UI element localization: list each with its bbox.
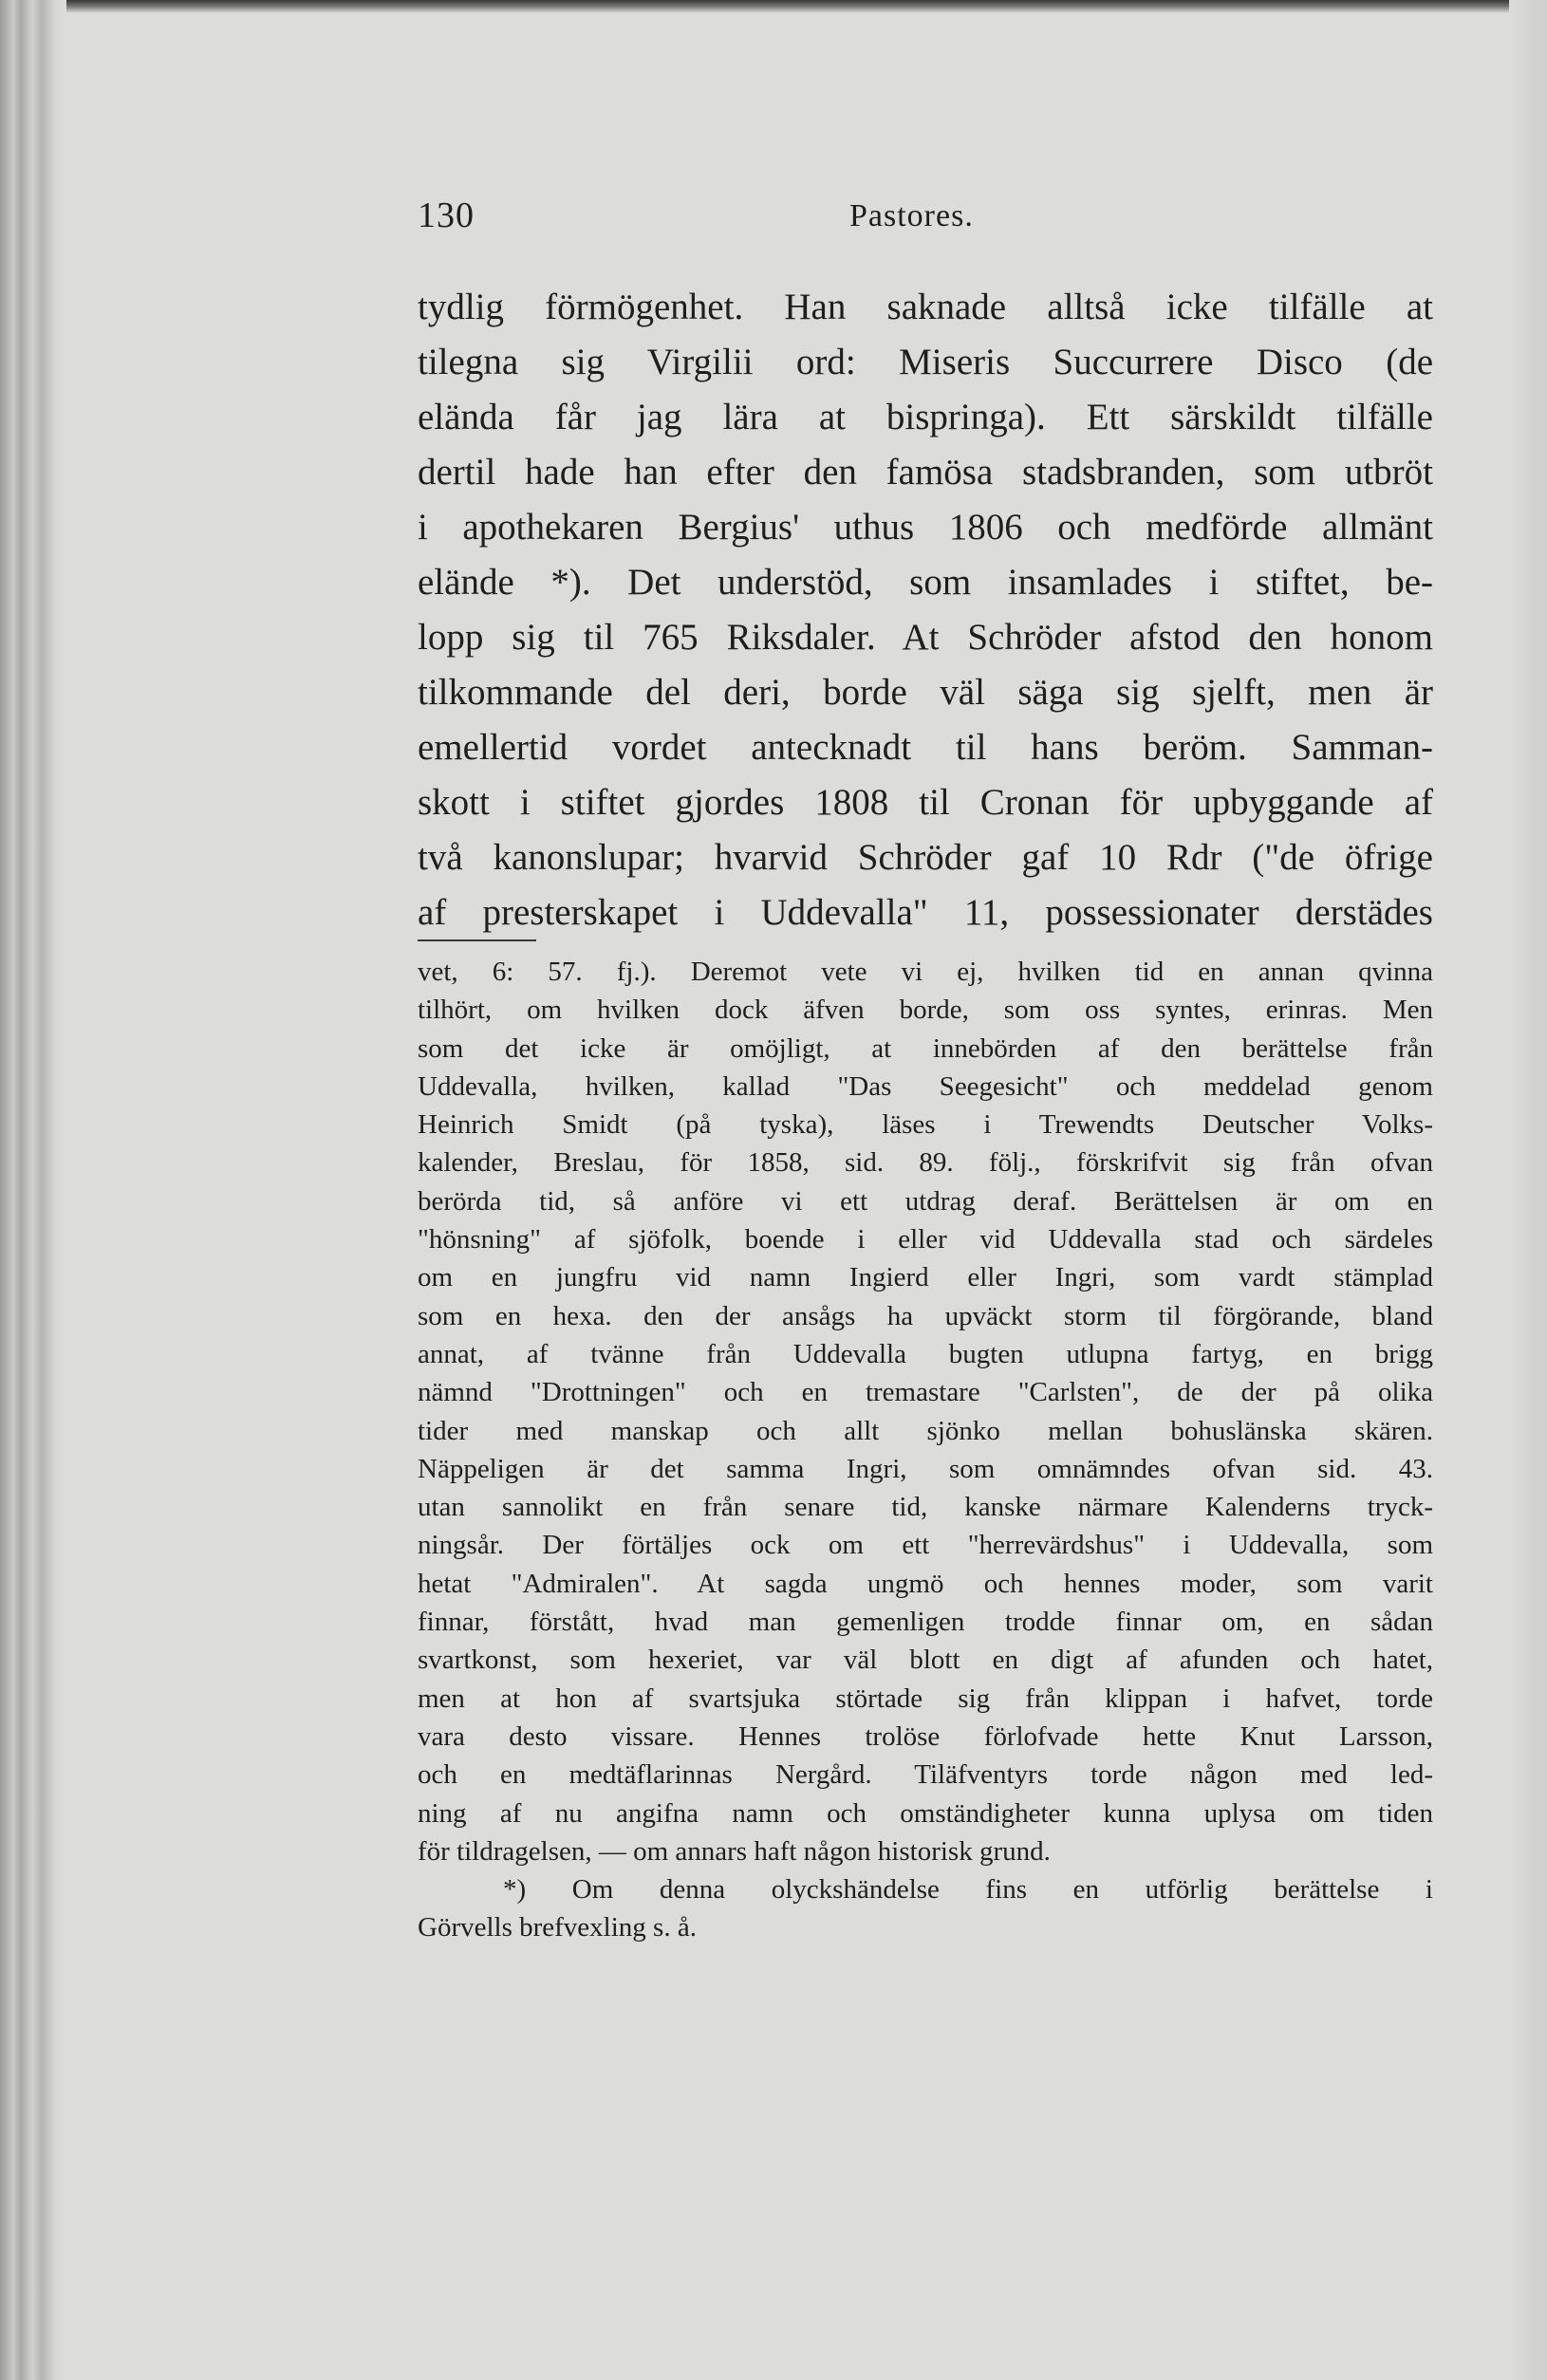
text-line: tilkommande del deri, borde väl säga sig sjelft, men är — [418, 672, 1433, 713]
page-top-edge — [66, 0, 1547, 13]
footnote-line: vara desto vissare. Hennes trolöse förlofvade hette Knut Larsson, — [418, 1720, 1433, 1752]
text-line: elände *). Det understöd, som insamlades i stiftet, be- — [418, 562, 1433, 603]
footnote-line: utan sannolikt en från senare tid, kanske närmare Kalenderns tryck- — [418, 1492, 1433, 1523]
text-line: tilegna sig Virgilii ord: Miseris Succurrere Disco (de — [418, 342, 1433, 382]
text-line: i apothekaren Bergius' uthus 1806 och medförde allmänt — [418, 507, 1433, 548]
footnote-line: som det icke är omöjligt, at innebörden af den berättelse från — [418, 1032, 1433, 1064]
footnote-line: tilhört, om hvilken dock äfven borde, som oss syntes, erinras. Men — [418, 995, 1433, 1026]
footnote-line: vet, 6: 57. fj.). Deremot vete vi ej, hvilken tid en annan qvinna — [418, 957, 1433, 987]
footnote-line: kalender, Breslau, för 1858, sid. 89. följ., förskrifvit sig från ofvan — [418, 1147, 1433, 1179]
text-line: emellertid vordet antecknadt til hans beröm. Samman- — [418, 727, 1433, 768]
text-line: två kanonslupar; hvarvid Schröder gaf 10 Rdr ("de öfrige — [418, 837, 1433, 878]
footnote-line: tider med manskap och allt sjönko mellan bohuslänska skären. — [418, 1415, 1433, 1446]
footnote-line: och en medtäflarinnas Nergård. Tiläfventyrs torde någon med led- — [418, 1759, 1433, 1791]
text-line: lopp sig til 765 Riksdaler. At Schröder afstod den honom — [418, 617, 1433, 658]
footnote-line: "hönsning" af sjöfolk, boende i eller vid Uddevalla stad och särdeles — [418, 1224, 1433, 1255]
running-head: Pastores. — [849, 198, 974, 233]
footnote-line: finnar, förstått, hvad man gemenligen trodde finnar om, en sådan — [418, 1607, 1433, 1638]
main-text-block — [418, 280, 1433, 940]
footnote-line: Heinrich Smidt (på tyska), läses i Trewendts Deutscher Volks- — [418, 1109, 1433, 1141]
footnote-separator-rule — [418, 939, 536, 941]
page-right-edge — [1509, 0, 1547, 2380]
book-binding-shadow — [0, 0, 66, 2380]
footnote-line: ningsår. Der förtäljes ock om ett "herrevärdshus" i Uddevalla, som — [418, 1530, 1433, 1561]
footnote-line: Näppeligen är det samma Ingri, som omnämndes ofvan sid. 43. — [418, 1453, 1433, 1484]
footnote-line: som en hexa. den der ansågs ha upväckt storm til förgörande, bland — [418, 1300, 1433, 1331]
text-line: elända får jag lära at bispringa). Ett särskildt tilfälle — [418, 397, 1433, 437]
footnote-line: men at hon af svartsjuka störtade sig från klippan i hafvet, torde — [418, 1683, 1433, 1714]
footnote-line: Uddevalla, hvilken, kallad "Das Seegesicht" och meddelad genom — [418, 1070, 1433, 1102]
text-line: tydlig förmögenhet. Han saknade alltså icke tilfälle at — [418, 287, 1433, 327]
page-header — [418, 195, 1433, 251]
footnotes-block — [418, 953, 1433, 1947]
footnote-line: ning af nu angifna namn och omständigheter kunna uplysa om tiden — [418, 1797, 1433, 1829]
text-line: skott i stiftet gjordes 1808 til Cronan för upbyggande af — [418, 782, 1433, 823]
text-line: af presterskapet i Uddevalla" 11, possessionater derstädes — [418, 892, 1433, 933]
footnote-line: svartkonst, som hexeriet, var väl blott en digt af afunden och hatet, — [418, 1645, 1433, 1676]
footnote-line: hetat "Admiralen". At sagda ungmö och hennes moder, som varit — [418, 1568, 1433, 1599]
footnote-line: annat, af tvänne från Uddevalla bugten utlupna fartyg, en brigg — [418, 1338, 1433, 1369]
footnote-line: *) Om denna olyckshändelse fins en utförlig berättelse i — [503, 1874, 1433, 1906]
footnote-line: om en jungfru vid namn Ingierd eller Ingri, som vardt stämplad — [418, 1262, 1433, 1293]
text-line: dertil hade han efter den famösa stadsbranden, som utbröt — [418, 452, 1433, 493]
footnote-line: för tildragelsen, — om annars haft någon historisk grund. — [418, 1835, 1051, 1867]
page-number: 130 — [418, 195, 475, 235]
footnote-line: nämnd "Drottningen" och en tremastare "Carlsten", de der på olika — [418, 1377, 1433, 1408]
footnote-line: berörda tid, så anföre vi ett utdrag deraf. Berättelsen är om en — [418, 1185, 1433, 1217]
footnote-line: Görvells brefvexling s. å. — [418, 1912, 697, 1943]
